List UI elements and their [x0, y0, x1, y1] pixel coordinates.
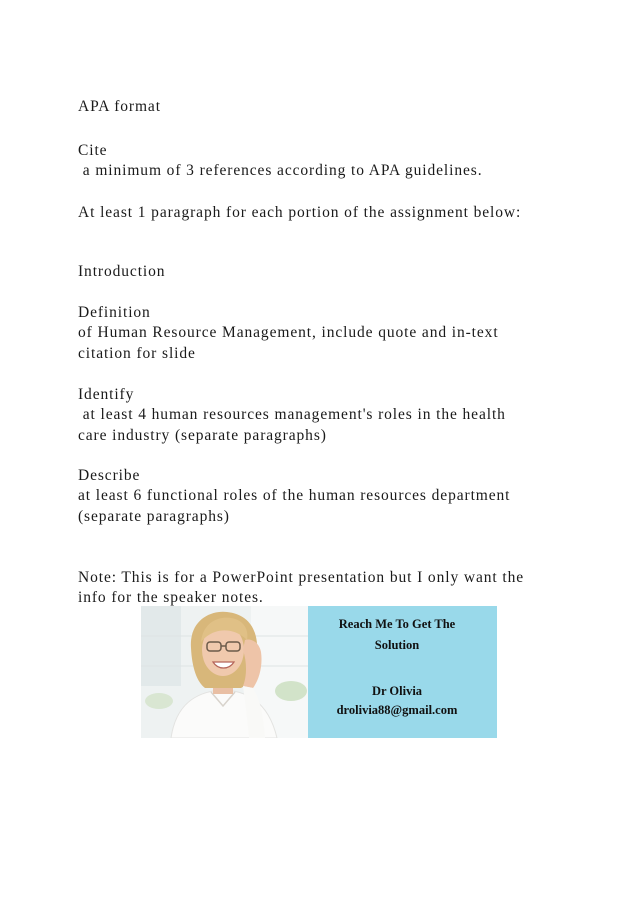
woman-photo [141, 606, 308, 738]
text-line-cite: Cite [78, 142, 108, 159]
text-line-identify: Identify [78, 386, 135, 403]
contact-name: Dr Olivia [371, 684, 423, 698]
promo-heading-line-2: Solution [374, 638, 420, 652]
text-line-cite-detail: a minimum of 3 references according to APA guidelines. [78, 162, 483, 179]
text-line-paragraph-requirement: At least 1 paragraph for each portion of the assignment below: [78, 204, 522, 221]
text-line-apa-format: APA format [78, 98, 161, 115]
text-line-identify-detail-2: care industry (separate paragraphs) [78, 427, 327, 444]
text-line-describe: Describe [78, 467, 141, 484]
text-line-note-2: info for the speaker notes. [78, 589, 264, 606]
text-line-describe-detail-2: (separate paragraphs) [78, 508, 230, 525]
promo-heading-line-1: Reach Me To Get The [338, 617, 456, 631]
contact-panel [308, 606, 497, 738]
text-line-introduction: Introduction [78, 263, 166, 280]
text-line-definition: Definition [78, 304, 151, 321]
text-line-definition-detail-2: citation for slide [78, 345, 196, 362]
contact-email[interactable]: drolivia88@gmail.com [336, 703, 458, 717]
text-line-definition-detail-1: of Human Resource Management, include quote and in-text [78, 324, 499, 341]
text-line-identify-detail-1: at least 4 human resources management's roles in the health [78, 406, 506, 423]
woman-illustration-icon [141, 606, 308, 738]
text-line-describe-detail-1: at least 6 functional roles of the human resources department [78, 487, 511, 504]
promo-banner [141, 606, 497, 738]
text-line-note-1: Note: This is for a PowerPoint presentation but I only want the [78, 569, 525, 586]
